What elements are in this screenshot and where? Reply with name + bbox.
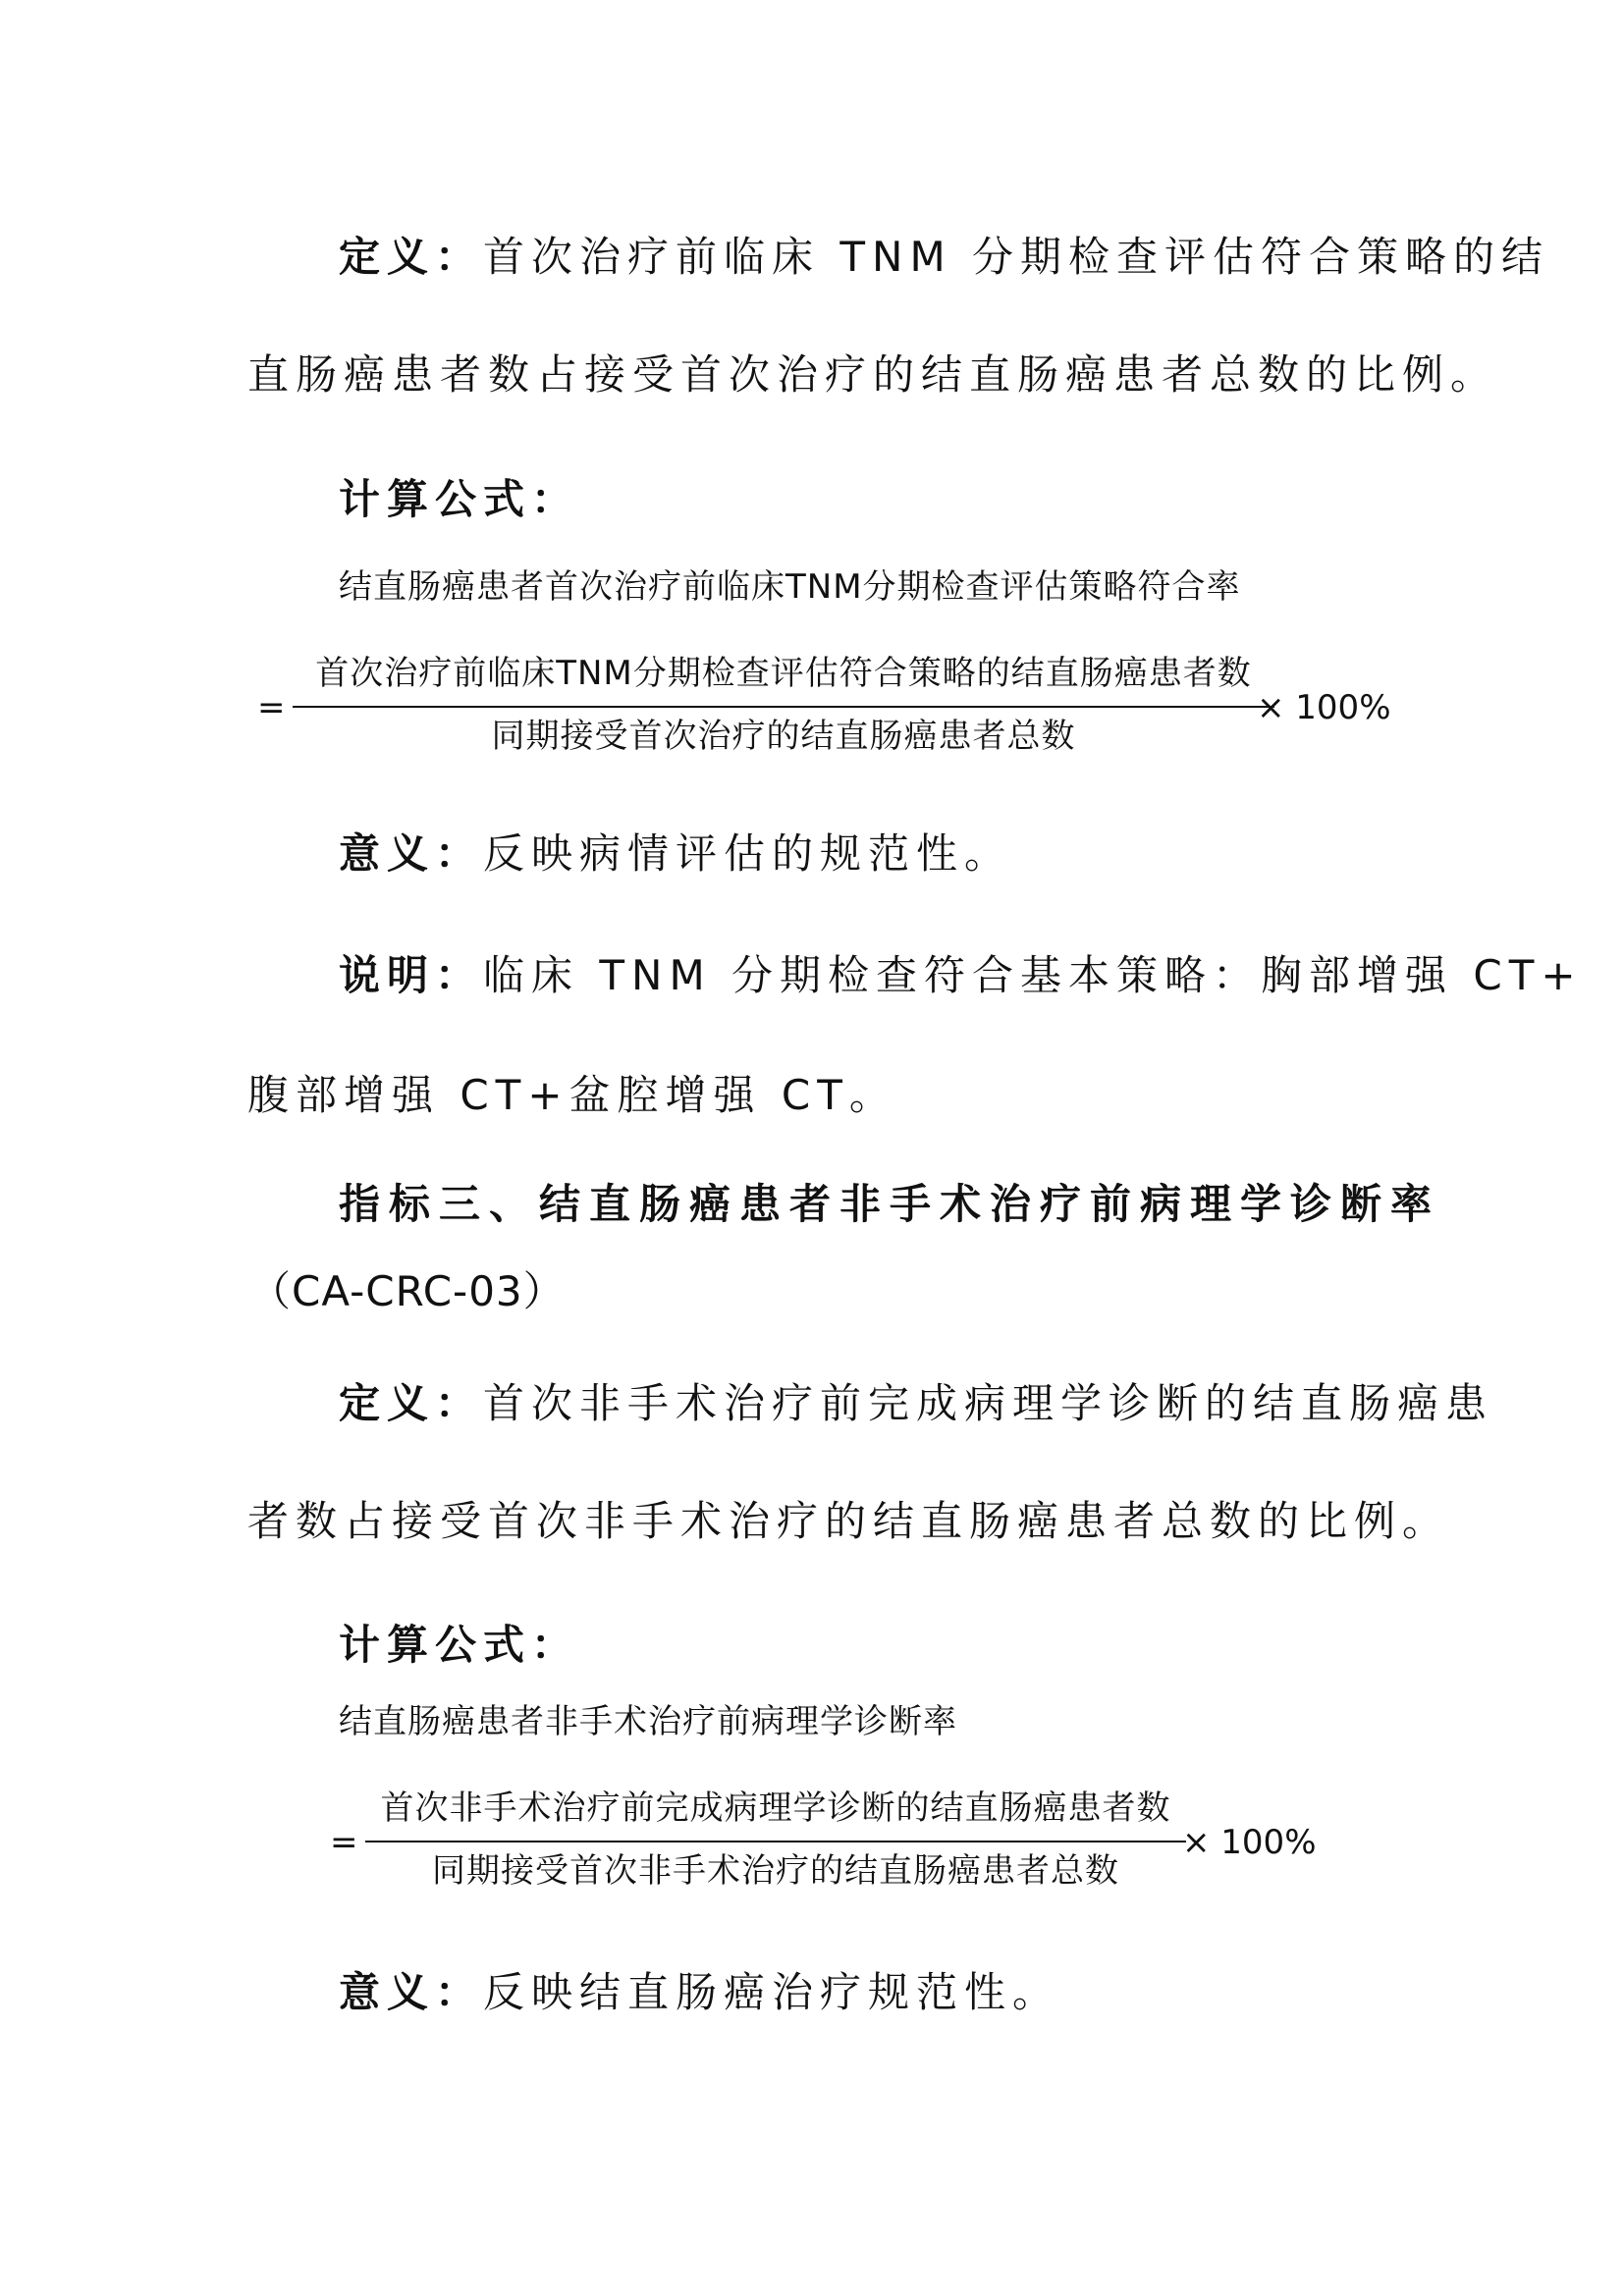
note-label: 说明：: [339, 951, 484, 999]
definition-text: 首次治疗前临床 TNM 分期检查评估符合策略的结: [483, 233, 1550, 281]
note-paragraph-line1: [339, 950, 1583, 1001]
formula: [330, 1778, 1317, 1896]
formula-title: 结直肠癌患者非手术治疗前病理学诊断率: [339, 1702, 957, 1741]
meaning-text: 反映病情评估的规范性。: [483, 829, 1013, 878]
definition-label: 定义：: [339, 1379, 484, 1427]
definition-paragraph-line2: 者数占接受首次非手术治疗的结直肠癌患者总数的比例。: [247, 1497, 1451, 1545]
definition-text: 首次非手术治疗前完成病理学诊断的结直肠癌患: [483, 1379, 1494, 1427]
formula-numerator: 首次非手术治疗前完成病理学诊断的结直肠癌患者数: [380, 1789, 1171, 1828]
indicator-code: （CA-CRC-03）: [249, 1267, 566, 1315]
formula-multiplier: × 100%: [1182, 1823, 1317, 1862]
formula-label: 计算公式：: [339, 475, 580, 523]
formula: [257, 643, 1396, 761]
definition-paragraph-line2: 直肠癌患者数占接受首次治疗的结直肠癌患者总数的比例。: [247, 350, 1499, 399]
formula-denominator: 同期接受首次非手术治疗的结直肠癌患者总数: [432, 1851, 1119, 1891]
formula-numerator: 首次治疗前临床TNM分期检查评估符合策略的结直肠癌患者数: [315, 654, 1252, 693]
formula-multiplier: × 100%: [1257, 688, 1391, 727]
formula-equals: =: [257, 688, 286, 727]
formula-equals: =: [330, 1823, 358, 1862]
definition-paragraph-line1: [339, 232, 1549, 283]
formula-denominator: 同期接受首次治疗的结直肠癌患者总数: [491, 717, 1076, 756]
meaning-paragraph: [339, 1967, 1060, 2018]
fraction-bar: [293, 706, 1274, 708]
meaning-label: 意义：: [339, 829, 484, 878]
note-paragraph-line2: 腹部增强 CT+盆腔增强 CT。: [247, 1071, 897, 1119]
formula-title: 结直肠癌患者首次治疗前临床TNM分期检查评估策略符合率: [339, 567, 1241, 607]
fraction-bar: [365, 1841, 1186, 1842]
indicator-heading: 指标三、结直肠癌患者非手术治疗前病理学诊断率: [339, 1180, 1441, 1228]
definition-label: 定义：: [339, 233, 484, 281]
definition-paragraph-line1: [339, 1378, 1493, 1429]
meaning-label: 意义：: [339, 1968, 484, 2016]
meaning-paragraph: [339, 828, 1012, 880]
formula-label: 计算公式：: [339, 1621, 580, 1669]
note-text: 临床 TNM 分期检查符合基本策略：胸部增强 CT+: [483, 951, 1583, 999]
meaning-text: 反映结直肠癌治疗规范性。: [483, 1968, 1061, 2016]
